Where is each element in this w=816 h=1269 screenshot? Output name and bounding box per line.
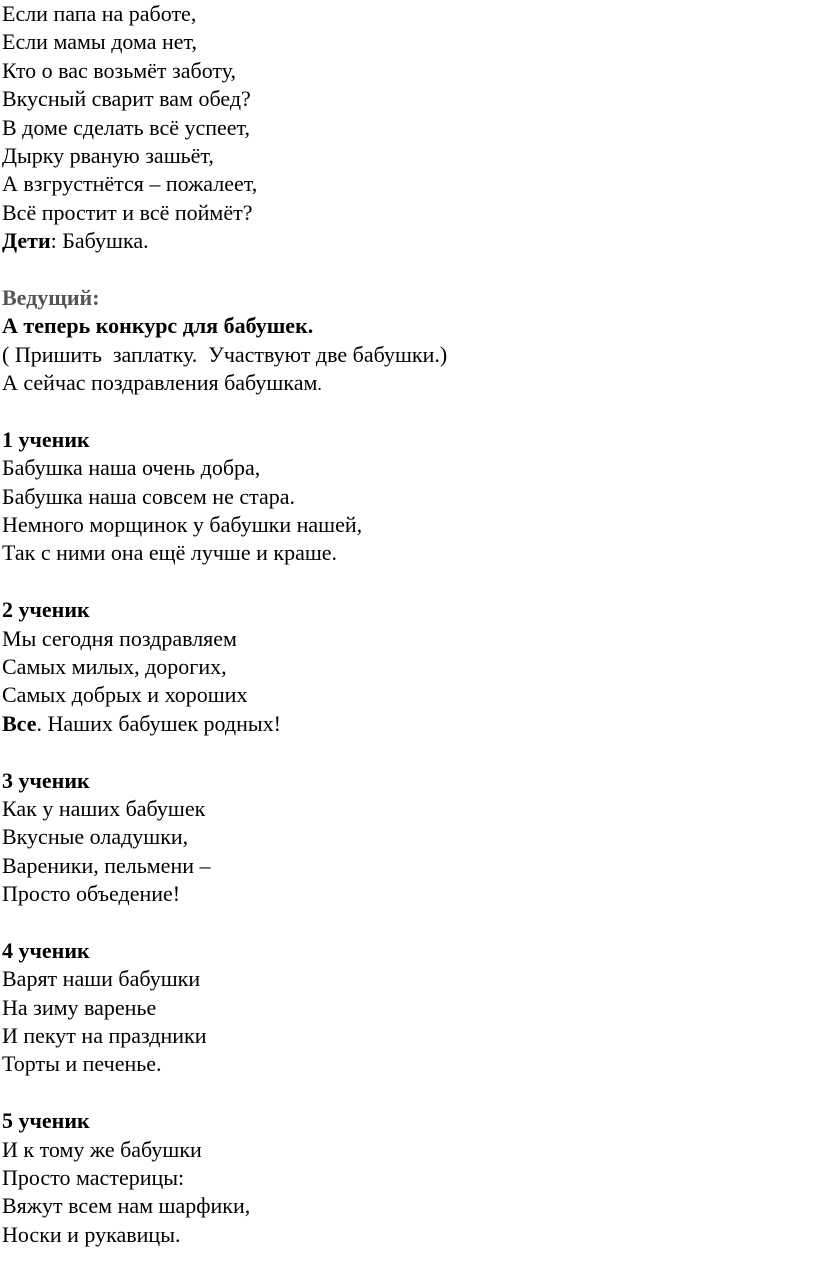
spacer <box>2 568 816 596</box>
poem-line: Мы сегодня поздравляем <box>2 625 237 651</box>
poem-line: Как у наших бабушек <box>2 795 206 821</box>
poem-line: И к тому же бабушки <box>2 1136 202 1162</box>
poem-line: Всё простит и всё поймёт? <box>2 199 253 225</box>
poem-line: Торты и печенье. <box>2 1051 162 1077</box>
student-label: 1 ученик <box>2 426 90 452</box>
student-label: 5 ученик <box>2 1108 90 1134</box>
poem-line: Самых милых, дорогих, <box>2 653 227 679</box>
student-label: 2 ученик <box>2 597 90 623</box>
poem-line: Варят наши бабушки <box>2 966 201 992</box>
poem-line: Если папа на работе, <box>2 1 197 26</box>
spacer <box>2 738 816 766</box>
poem-line: Самых добрых и хороших <box>2 682 248 708</box>
spacer <box>2 397 816 425</box>
poem-line: Кто о вас возьмёт заботу, <box>2 57 237 83</box>
poem-line: Так с ними она ещё лучше и краше. <box>2 540 338 566</box>
congrats-line <box>2 369 816 397</box>
poem-line: Бабушка наша совсем не стара. <box>2 483 296 509</box>
poem-line: Просто мастерицы: <box>2 1165 185 1191</box>
student-label: 4 ученик <box>2 937 90 963</box>
spacer <box>2 1079 816 1107</box>
spacer <box>2 909 816 937</box>
note-line: ( Пришить заплатку. Участвуют две бабушки.) <box>2 341 448 367</box>
poem-line: Носки и рукавицы. <box>2 1221 181 1247</box>
poem-line: И пекут на праздники <box>2 1023 207 1049</box>
student-2-section <box>2 596 816 738</box>
intro-poem <box>2 0 816 256</box>
student-1-section <box>2 426 816 568</box>
children-label: Дети <box>2 228 51 254</box>
poem-line: Если мамы дома нет, <box>2 29 198 55</box>
student-label: 3 ученик <box>2 767 90 793</box>
host-label: Ведущий: <box>2 284 100 310</box>
congrats-end: . <box>317 374 322 395</box>
spacer <box>2 256 816 284</box>
all-line <box>2 710 816 738</box>
student-4-section <box>2 937 816 1079</box>
contest-line: А теперь конкурс для бабушек. <box>2 313 314 339</box>
all-label: Все <box>2 710 37 736</box>
poem-line: Вкусные оладушки, <box>2 824 189 850</box>
poem-line: Немного морщинок у бабушки нашей, <box>2 512 363 538</box>
student-3-section <box>2 767 816 909</box>
poem-line: Вкусный сварит вам обед? <box>2 86 251 112</box>
poem-line: На зиму варенье <box>2 994 157 1020</box>
congrats-text: А сейчас поздравления бабушкам <box>2 370 318 396</box>
host-section <box>2 284 816 398</box>
poem-line: Вареники, пельмени – <box>2 852 211 878</box>
student-5-section <box>2 1107 816 1249</box>
poem-line: А взгрустнётся – пожалеет, <box>2 171 258 197</box>
poem-line: Бабушка наша очень добра, <box>2 455 261 481</box>
children-answer-line <box>2 227 816 255</box>
poem-line: Вяжут всем нам шарфики, <box>2 1193 251 1219</box>
children-answer: : Бабушка. <box>50 228 149 254</box>
poem-line: Просто объедение! <box>2 881 181 907</box>
poem-line: В доме сделать всё успеет, <box>2 114 250 140</box>
all-text: . Наших бабушек родных! <box>36 710 281 736</box>
poem-line: Дырку рваную зашьёт, <box>2 142 214 168</box>
